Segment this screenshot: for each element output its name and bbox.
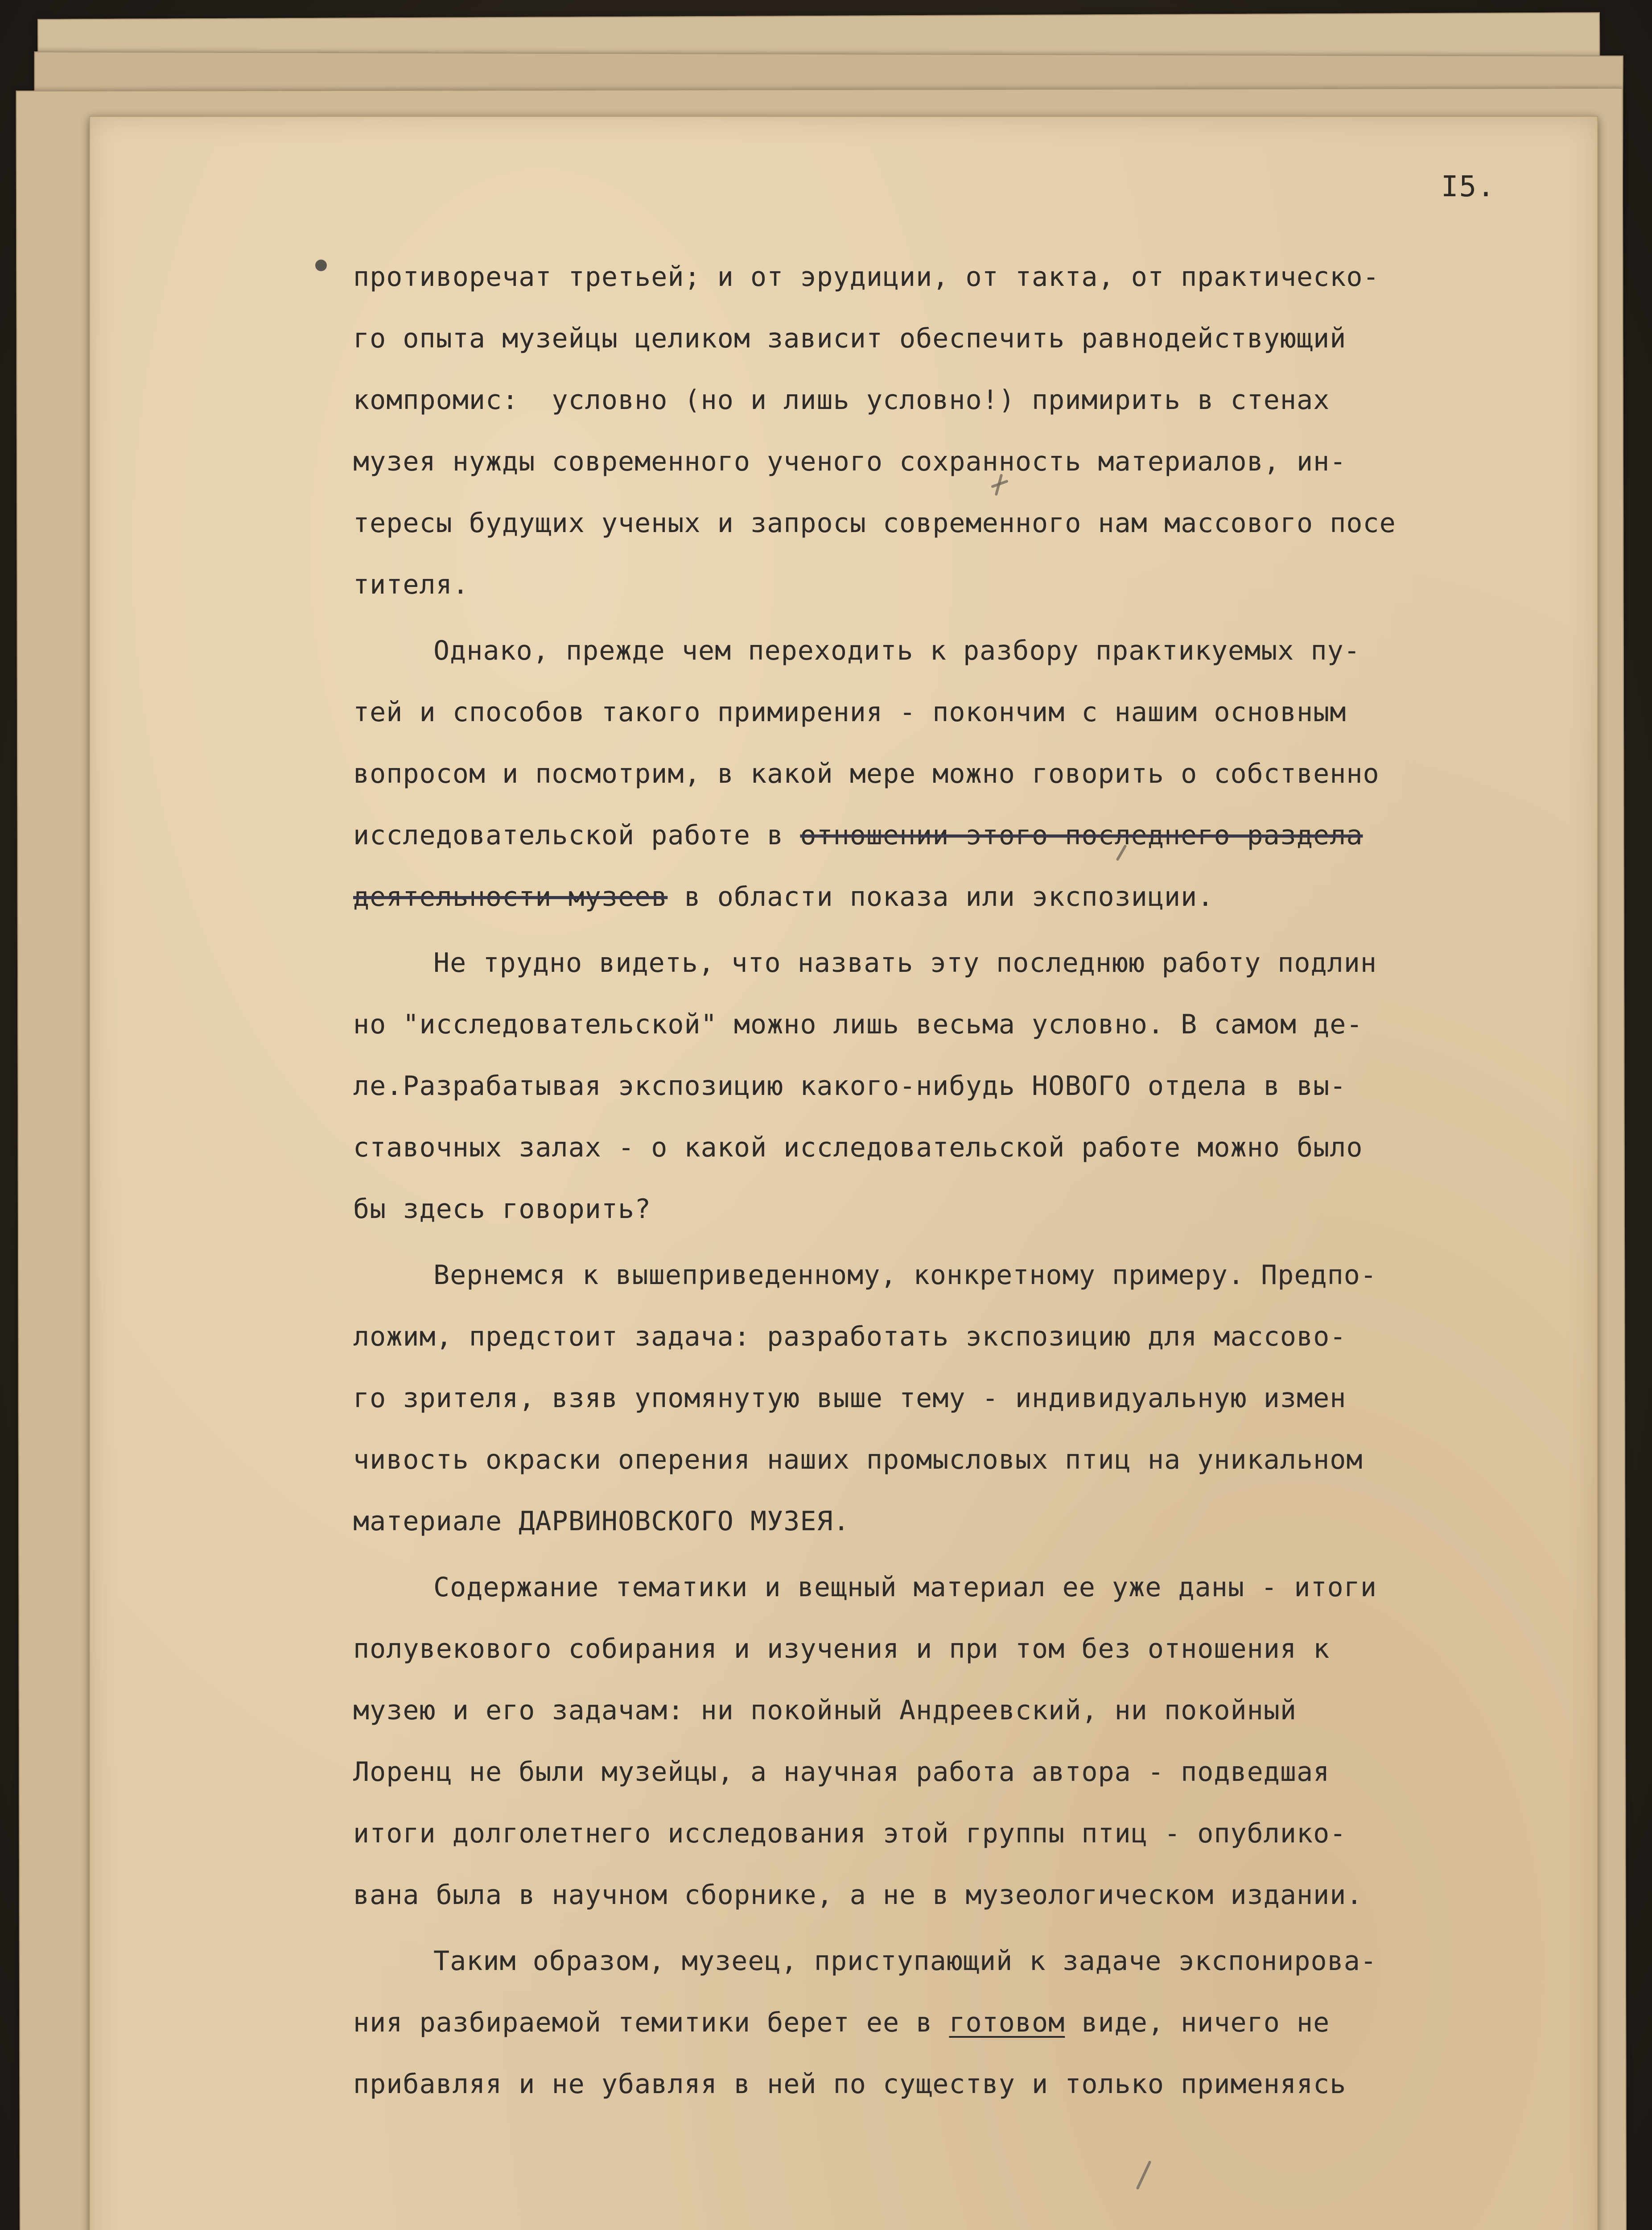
text-fragment: в области показа или экспозиции. — [667, 881, 1214, 913]
pencil-tick-mark — [1136, 2160, 1151, 2190]
text-line: материале ДАРВИНОВСКОГО МУЗЕЯ. — [353, 1506, 850, 1537]
page-number: I5. — [1441, 170, 1495, 203]
struck-out-text: отношении этого последнего раздела — [800, 820, 1363, 851]
underlined-word: готовом — [949, 2007, 1065, 2038]
text-line: но "исследовательской" можно лишь весьма условно. В самом де- — [353, 1009, 1363, 1040]
text-line-with-strikeout — [353, 866, 1593, 928]
text-line: вана была в научном сборнике, а не в музеологическом издании. — [353, 1879, 1363, 1911]
paragraph-start-line: Таким образом, музеец, приступающий к задаче экспонирова- — [433, 1945, 1377, 1977]
text-fragment: виде, ничего не — [1065, 2007, 1330, 2038]
text-line: компромис: условно (но и лишь условно!) примирить в стенах — [353, 384, 1330, 416]
paragraph-start-line: Не трудно видеть, что назвать эту последнюю работу подлин — [433, 947, 1377, 979]
struck-out-text: деятельности музеев — [353, 881, 668, 913]
text-line: ле.Разрабатывая экспозицию какого-нибудь НОВОГО отдела в вы- — [353, 1070, 1347, 1102]
text-line-with-strikeout — [353, 805, 1593, 866]
text-line: тителя. — [353, 569, 469, 600]
text-line: итоги долголетнего исследования этой группы птиц - опублико- — [353, 1818, 1347, 1849]
text-fragment: исследовательской работе в — [353, 820, 800, 851]
text-line: чивость окраски оперения наших промысловых птиц на уникальном — [353, 1444, 1363, 1475]
document-body — [353, 246, 1593, 2115]
text-line: бы здесь говорить? — [353, 1193, 651, 1225]
paragraph-start-line: Однако, прежде чем переходить к разбору практикуемых пу- — [433, 635, 1360, 666]
text-line: го зрителя, взяв упомянутую выше тему - индивидуальную измен — [353, 1383, 1347, 1414]
paragraph-start-line: Содержание тематики и вещный материал ее уже даны - итоги — [433, 1572, 1377, 1603]
text-line: тересы будущих ученых и запросы современного нам массового посе — [353, 508, 1396, 539]
text-line: прибавляя и не убавляя в ней по существу и только применяясь — [353, 2069, 1347, 2100]
paragraph-start-line: Вернемся к вышеприведенному, конкретному примеру. Предпо- — [433, 1260, 1377, 1291]
typed-page — [89, 116, 1598, 2230]
pencil-dot-mark — [315, 260, 327, 271]
text-line: музею и его задачам: ни покойный Андреевский, ни покойный — [353, 1695, 1297, 1726]
text-line: вопросом и посмотрим, в какой мере можно говорить о собственно — [353, 758, 1380, 789]
text-line: противоречат третьей; и от эрудиции, от такта, от практическо- — [353, 261, 1380, 293]
text-line: ложим, предстоит задача: разработать экспозицию для массово- — [353, 1321, 1347, 1352]
text-line: Лоренц не были музейцы, а научная работа автора - подведшая — [353, 1756, 1330, 1788]
text-fragment: ния разбираемой темитики берет ее в — [353, 2007, 949, 2038]
text-line: музея нужды современного ученого сохранность материалов, ин- — [353, 446, 1347, 477]
text-line: тей и способов такого примирения - покончим с нашим основным — [353, 697, 1347, 728]
text-line: ставочных залах - о какой исследовательской работе можно было — [353, 1132, 1363, 1163]
text-line: го опыта музейцы целиком зависит обеспечить равнодействующий — [353, 323, 1347, 354]
text-line: полувекового собирания и изучения и при том без отношения к — [353, 1633, 1330, 1664]
text-line-with-underline — [353, 1992, 1593, 2053]
